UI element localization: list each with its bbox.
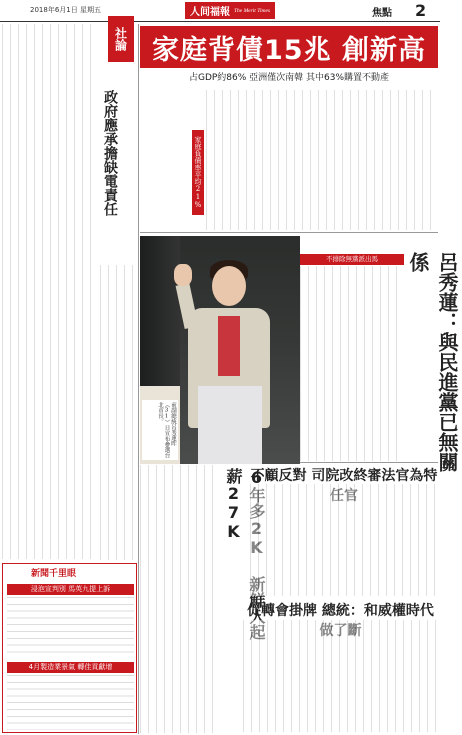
lu-story-kicker: 不排除無黨派出馬 <box>300 254 404 265</box>
judiciary-body <box>250 484 438 596</box>
news-text-ma <box>7 597 134 657</box>
masthead <box>0 0 440 22</box>
section-name: 焦點 <box>372 8 392 19</box>
lu-story-headline: 呂秀蓮：與民進黨已無關係 <box>406 252 459 472</box>
news-box-title: 新聞千里眼 <box>31 569 77 579</box>
main-subhead: 占GDP約86% 亞洲僅次南韓 其中63%購置不動產 <box>188 73 390 83</box>
salary-body-2 <box>243 620 438 732</box>
news-strip-pmi: 4月製造業景氣 轉佳貢獻增 <box>7 662 134 673</box>
salary-body <box>140 465 220 733</box>
issue-date: 2018年6月1日 星期五 <box>30 6 101 14</box>
newspaper-logo <box>185 2 275 19</box>
column-rule <box>140 232 438 233</box>
transitional-justice-headline: 促轉會掛牌 總統：和威權時代做了斷 <box>247 603 434 639</box>
news-text-pmi <box>7 675 134 730</box>
photo-caption: 前副總統呂秀蓮昨（31）日宣布參選台北市長。 <box>142 400 178 460</box>
logo-english: The Merit Times <box>233 7 271 14</box>
editorial-body <box>2 24 98 559</box>
salary-headline: 6年多2K 新鮮人起薪27K <box>224 468 266 640</box>
news-strip-ma: 浸泡宣判別 馬英九提上訴 <box>7 584 134 595</box>
lead-story-fill <box>206 90 436 230</box>
editorial-tag: 社論 <box>108 16 134 62</box>
logo-chinese: 人间福報 <box>189 7 230 18</box>
editorial-body-2 <box>100 265 136 560</box>
editorial-title: 政府應承擔缺電責任 <box>102 90 118 216</box>
page-number: 2 <box>415 1 427 20</box>
pull-quote-bar: 家庭負債率平均21% <box>192 130 204 215</box>
lu-story-body <box>300 266 402 461</box>
judiciary-headline: 不顧反對 司院改終審法官為特任官 <box>250 468 438 504</box>
main-headline: 家庭背債15兆 創新高 <box>140 26 438 68</box>
news-brief-box <box>2 563 137 733</box>
column-rule <box>138 24 139 734</box>
